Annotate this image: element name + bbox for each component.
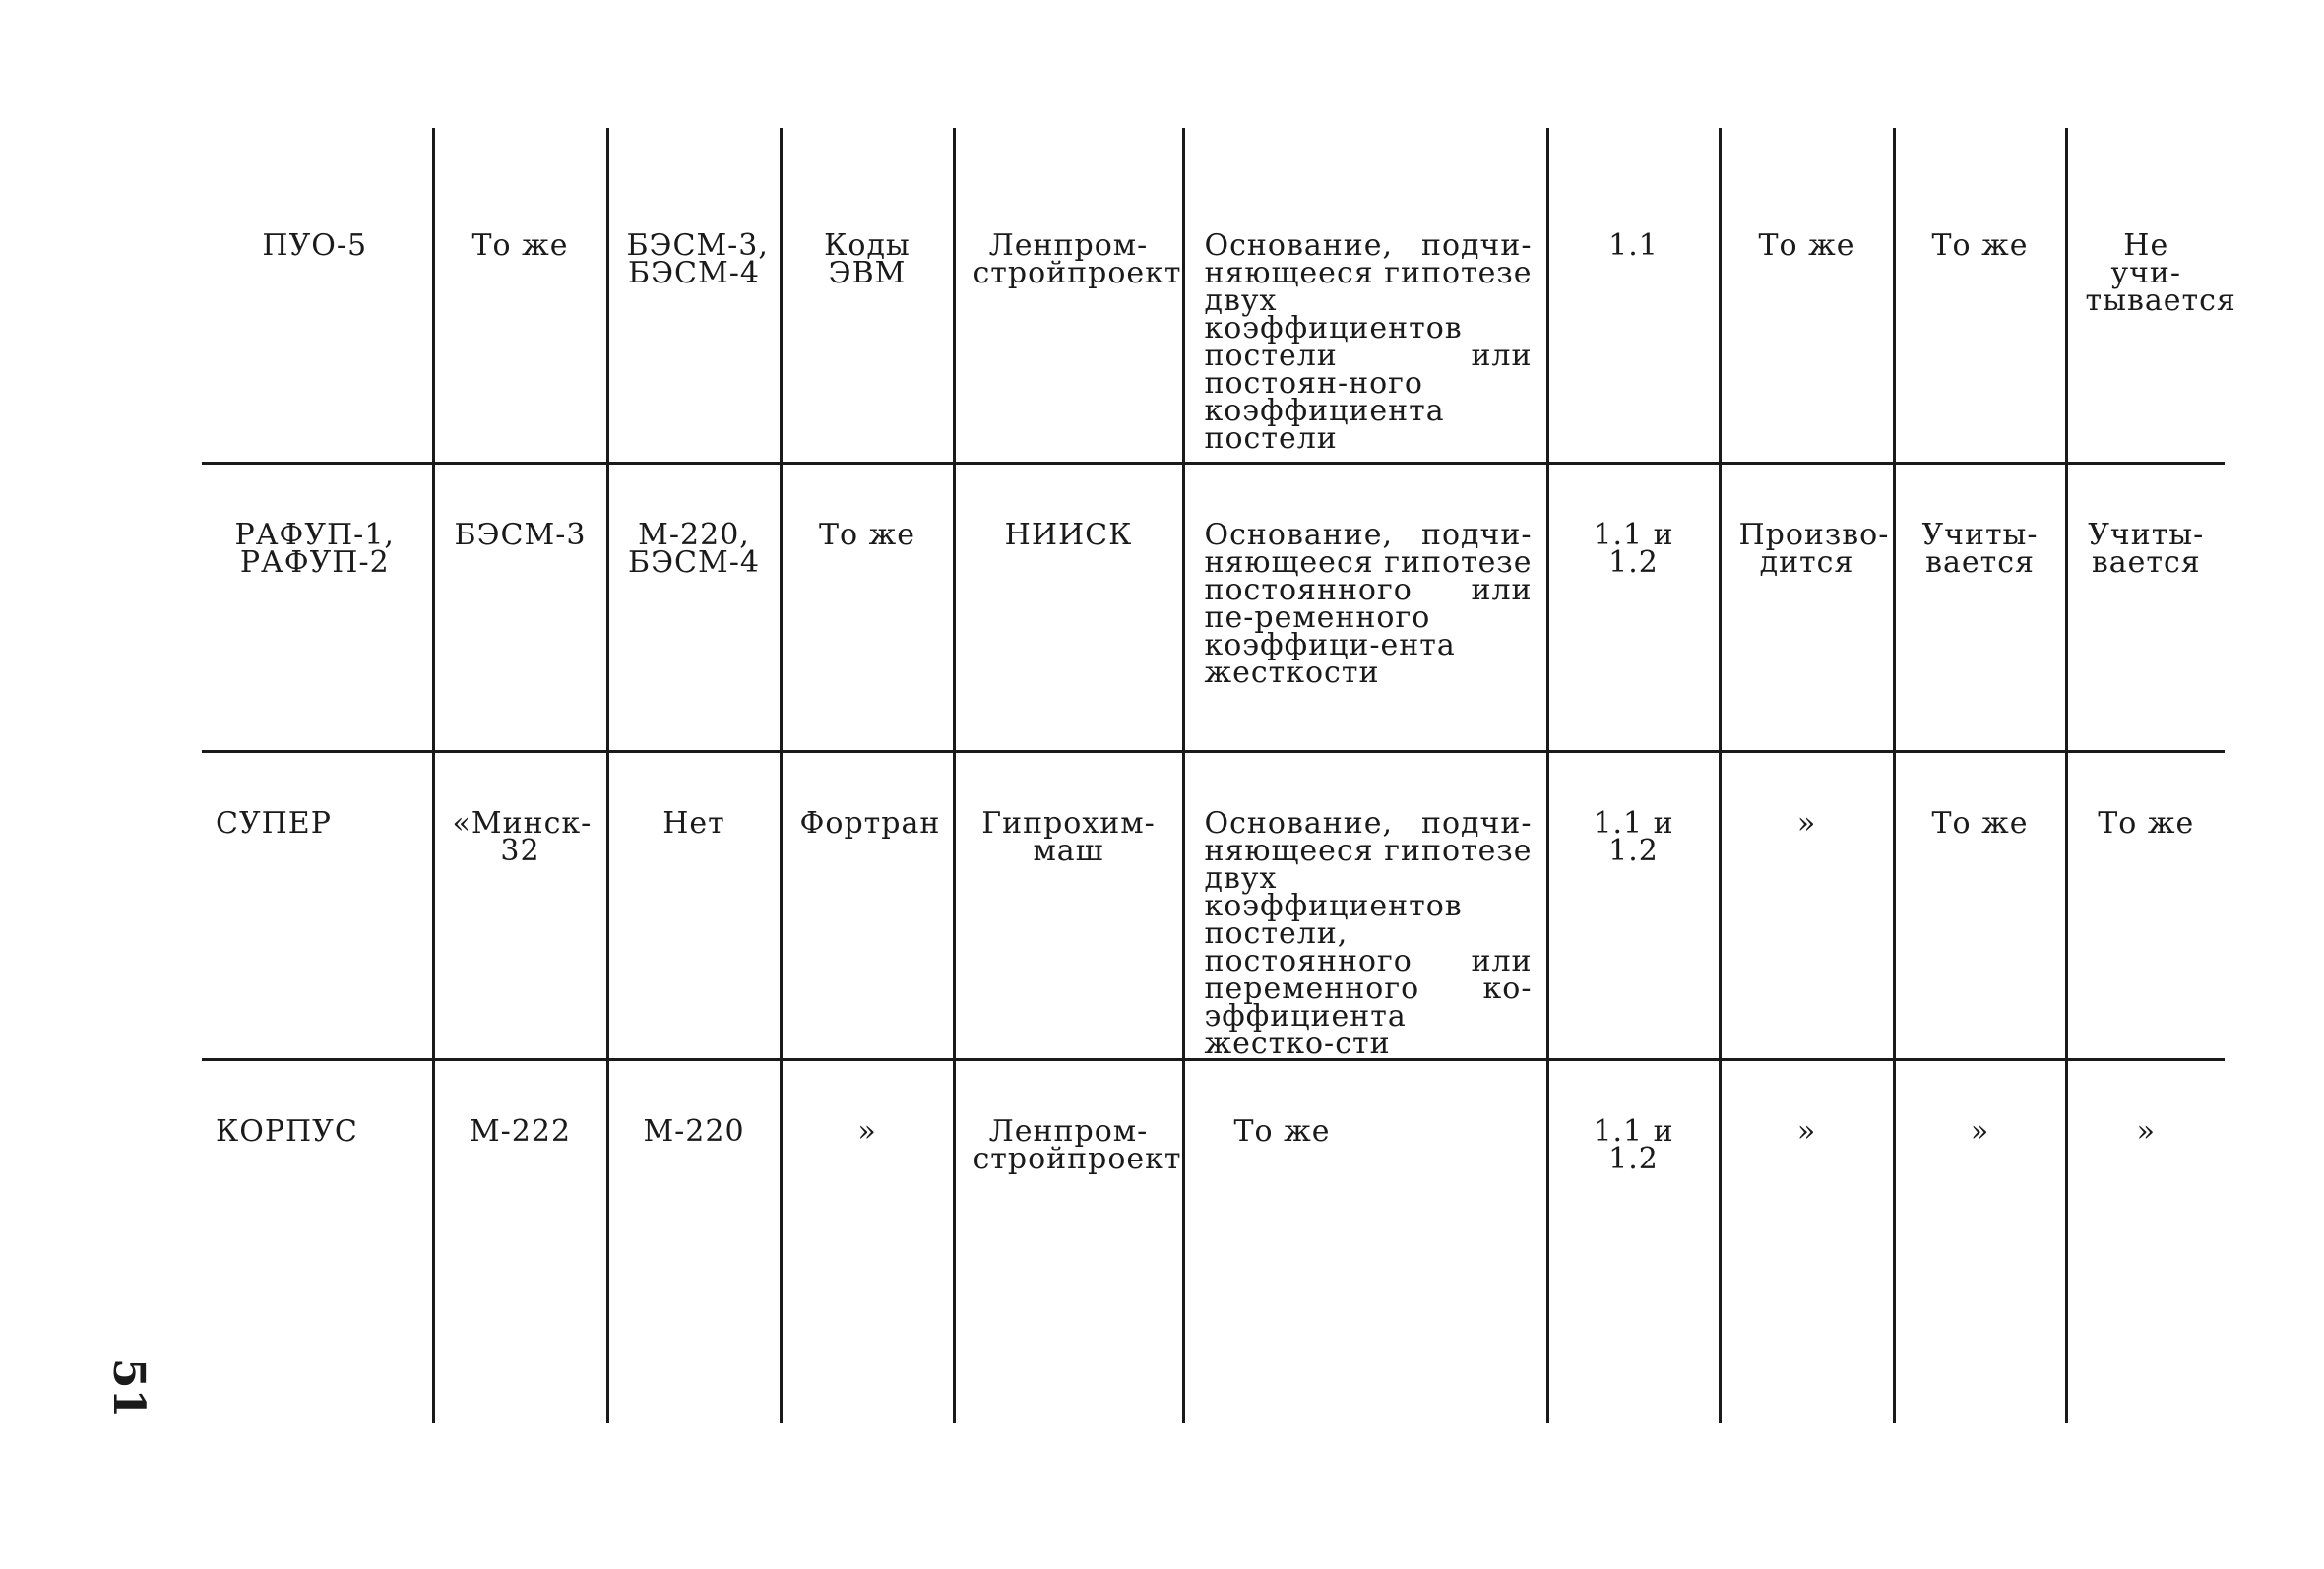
program-name-cell: РАФУП-1, РАФУП-2 <box>234 517 395 580</box>
section-cell: 1.1 <box>1547 128 1720 463</box>
cell-col9: То же <box>1894 128 2066 463</box>
developer-cell: Ленпром- стройпроект <box>954 1059 1183 1423</box>
cell-col10: » <box>2066 1059 2225 1423</box>
program-name-cell: СУПЕР <box>216 805 332 841</box>
developer-cell: НИИСК <box>954 463 1183 751</box>
page-number: 51 <box>103 1357 155 1419</box>
computer-cell: М-220 <box>607 1059 781 1423</box>
section-cell: 1.1 и 1.2 <box>1547 751 1720 1059</box>
cell-col8: Произво- дится <box>1720 463 1894 751</box>
section-cell: 1.1 и 1.2 <box>1547 1059 1720 1423</box>
computer-cell: Нет <box>607 751 781 1059</box>
section-cell: 1.1 и 1.2 <box>1547 463 1720 751</box>
cell-col2: То же <box>433 128 607 463</box>
language-cell: Коды ЭВМ <box>781 128 954 463</box>
foundation-cell: Основание, подчи-няющееся гипотезе постоянного или пе-ременного коэффици-ента жесткости <box>1183 463 1547 751</box>
cell-col9: То же <box>1894 751 2066 1059</box>
cell-col2: БЭСМ-3 <box>433 463 607 751</box>
cell-col8: » <box>1720 1059 1894 1423</box>
language-cell: То же <box>781 463 954 751</box>
table-row <box>202 463 2225 751</box>
table-row <box>202 751 2225 1059</box>
foundation-cell: Основание, подчи-няющееся гипотезе двух коэффициентов постели, постоянного или переменного ко-эффициента жестко-сти <box>1183 751 1547 1059</box>
foundation-cell: То же <box>1183 1059 1547 1423</box>
programs-table <box>202 128 2236 1423</box>
cell-col8: » <box>1720 751 1894 1059</box>
language-cell: » <box>781 1059 954 1423</box>
cell-col10: То же <box>2066 751 2225 1059</box>
developer-cell: Гипрохим- маш <box>954 751 1183 1059</box>
developer-cell: Ленпром- стройпроект <box>954 128 1183 463</box>
table-row <box>202 1059 2225 1423</box>
cell-col9: » <box>1894 1059 2066 1423</box>
cell-col10: Не учи- тывается <box>2066 128 2225 463</box>
foundation-cell: Основание, подчи-няющееся гипотезе двух коэффициентов постели или постоян-ного коэффициента постели <box>1183 128 1547 463</box>
program-name-cell: ПУО-5 <box>262 228 368 263</box>
table-row <box>202 128 2225 463</box>
language-cell: Фортран <box>781 751 954 1059</box>
program-name-cell: КОРПУС <box>216 1113 358 1149</box>
computer-cell: БЭСМ-3, БЭСМ-4 <box>607 128 781 463</box>
cell-col2: «Минск- 32 <box>433 751 607 1059</box>
computer-cell: М-220, БЭСМ-4 <box>607 463 781 751</box>
cell-col10: Учиты- вается <box>2066 463 2225 751</box>
cell-col2: М-222 <box>433 1059 607 1423</box>
cell-col9: Учиты- вается <box>1894 463 2066 751</box>
cell-col8: То же <box>1720 128 1894 463</box>
